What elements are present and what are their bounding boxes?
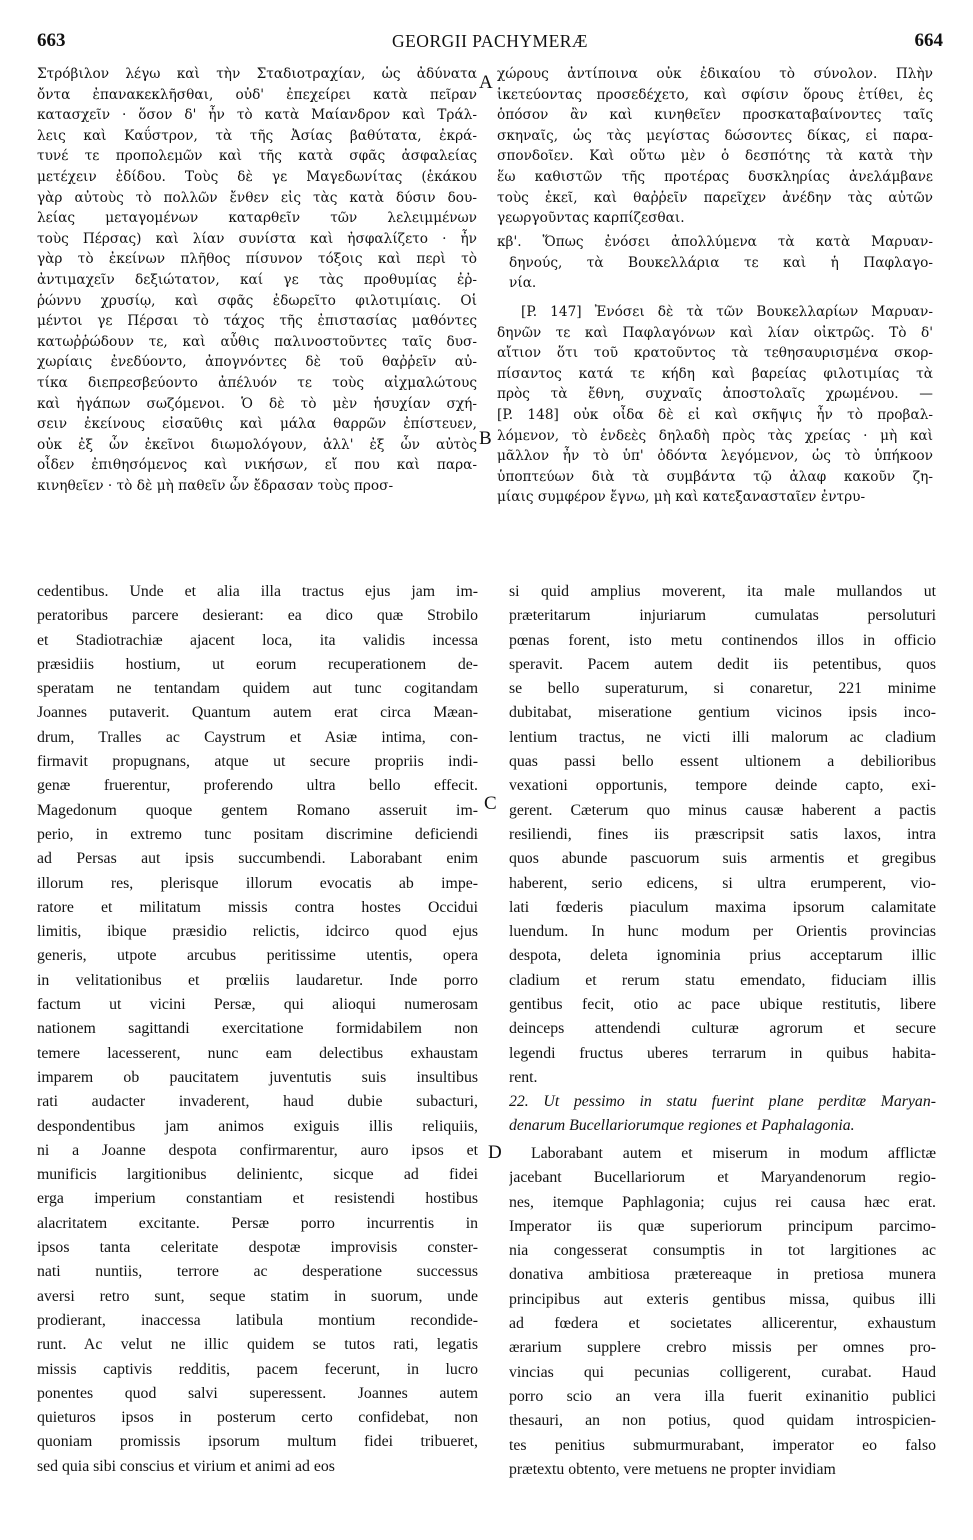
text-line: runt. Ac velut ne illic quidem se tutos rati, legatis <box>37 1336 478 1354</box>
text-line: vexationi opportunis, tempore deinde capto, exi- <box>509 777 936 795</box>
text-line: haberent, serio edicens, si ultra erumperent, vio- <box>509 874 936 892</box>
text-line: rati audacter invaderent, haud dubie subacturi, <box>37 1093 478 1111</box>
text-line: erga imperium constantiam et resistendi hostibus <box>37 1190 478 1208</box>
text-line: nes, itemque Paphlagonia; cujus rei causa hæc erat. <box>509 1193 936 1211</box>
text-line: ipsos tanta celeritate despotæ improvisis conster- <box>37 1239 478 1257</box>
text-line: ni a Joanne despota confirmarentur, auro ipsos et <box>37 1141 478 1159</box>
text-line: δηνούς, τὰ Βουκελλάρια τε καὶ ἡ Παφλαγο- <box>509 254 933 271</box>
text-line: μετέχειν ἐδίδου. Τοὺς δὲ γε Μαγεδωνίτας (ἑκάκου <box>37 168 477 185</box>
text-line: quieturos ipsos in posterum certo confidebat, non <box>37 1409 478 1427</box>
text-line: nia congesserat consumptis in tot largitiones ac <box>509 1242 936 1260</box>
greek-left-column <box>37 64 477 496</box>
text-line: aversi retro sunt, seque statim in suorum, unde <box>37 1287 478 1305</box>
text-line: thesauri, an non potius, quod quidam introspicien- <box>509 1412 936 1430</box>
text-line: Joannes putaverit. Quantum autem erat circa Mæan- <box>37 704 478 722</box>
text-line: quoniam promissis ipsorum multum fidei tribueret, <box>37 1433 478 1451</box>
text-line: prætextu obtento, vere metuens ne propter invidiam <box>509 1460 836 1478</box>
text-line: nationem sagittandi exercitatione formidabilem non <box>37 1020 478 1038</box>
text-line: legendi fructus uberes terrarum in quibus habita- <box>509 1044 936 1062</box>
latin-left-column <box>37 580 478 1479</box>
text-line: temere lacesserent, nunc eam delectibus exhaustam <box>37 1044 478 1062</box>
text-line: Στρόβιλον λέγω καὶ τὴν Σταδιοτραχίαν, ὡς ἀδύνατα <box>37 66 477 82</box>
text-line: lati fœderis piaculum maxima ipsorum calamitate <box>509 898 936 916</box>
text-line: σπονδοῖεν. Καὶ οὕτω μὲν ὁ δεσπότης τὰ κατὰ τὴν <box>497 148 933 165</box>
text-line: præsidiis hostium, ut eorum recuperationem de- <box>37 655 478 673</box>
text-line: [P. 147] Ἐνόσει δὲ τὰ τῶν Βουκελλαρίων Μαρυαν- <box>521 304 933 320</box>
text-line: deinceps attendendi culturæ agrorum et secure <box>509 1020 936 1038</box>
text-line: speratam ne tentandam quidem aut tunc cogitandam <box>37 680 478 698</box>
text-line: cladium et rerum statu emendato, fiduciam illis <box>509 971 936 989</box>
text-line: πίσαντος κατά τε κήδη καὶ βαρείας φιλοτιμίας τὰ <box>497 365 933 382</box>
text-line: denarum Bucellariorumque regiones et Paphalagonia. <box>509 1117 855 1135</box>
greek-chapter-heading <box>497 232 933 294</box>
text-line: cedentibus. Unde et alia illa tractus ejus jam im- <box>37 583 478 600</box>
text-line: limitis, ibique præsidio relictis, idcirco quod ejus <box>37 923 478 941</box>
text-line: αἴτιον ὅτι τοῦ κρατοῦντος τὰ τεθησαυρισμένα σκορ- <box>497 345 933 362</box>
text-line: Imperator iis quæ superiorum principum parcimo- <box>509 1217 936 1235</box>
text-line: νία. <box>509 275 537 292</box>
text-line: ad fœdera et societates allicerentur, exhaustum <box>509 1315 936 1333</box>
text-line: lentium tractus, ne victi illi malorum ac cladium <box>509 728 936 746</box>
text-line: κβ'. Ὅπως ἐνόσει ἀπολλύμενα τὰ κατὰ Μαρυαν- <box>497 234 933 250</box>
text-line: missis captivis redditis, pacem fecerunt, in lucro <box>37 1360 478 1378</box>
margin-marker-c: C <box>484 793 497 814</box>
text-line: οἶδεν ἐπιθησόμενος καὶ νικήσων, εἴ που καὶ παρα- <box>37 457 477 474</box>
running-title: GEORGII PACHYMERÆ <box>391 31 588 51</box>
text-line: κατασχεῖν · ὅσον δ' ἦν τὸ κατὰ Μαίανδρον καὶ Τράλ- <box>37 107 477 124</box>
text-line: λείας μεταγομένων καταρθεῖν τῶν λελειμμένων <box>37 210 477 227</box>
text-line: in velitationibus et prœliis laudaretur. Inde porro <box>37 971 478 989</box>
text-line: σειν ἐκείνους εἰσαῦθις καὶ μάλα θαρρῶν ἐπίστευεν, <box>37 416 477 433</box>
text-line: rent. <box>509 1068 538 1086</box>
latin-right-column-bottom <box>509 1142 936 1482</box>
text-line: ὑποπτεύων διὰ τὰ συμβάντα τῷ ἀλαφ κακοῦν ζη- <box>497 468 933 485</box>
text-line: [P. 148] οὐκ οἶδα δὲ εἰ καὶ σκῆψις ἦν τὸ προβαλ- <box>497 406 933 423</box>
margin-marker-d: D <box>488 1142 502 1163</box>
text-line: firmavit propugnans, atque ut secure propriis indi- <box>37 753 478 771</box>
text-line: τοὺς ἐκεῖ, καὶ θαῤῥεῖν παρεῖχεν ἀνέδην τὰς αὐτῶν <box>497 189 933 206</box>
latin-chapter-heading <box>509 1090 936 1139</box>
text-line: præteritarum injuriarum cumulatas persoluturi <box>509 607 936 625</box>
text-line: luendum. In hunc modum per Orientis provincias <box>509 923 936 941</box>
text-line: χώρους ἀντίποινα οὐκ ἐδικαίου τὸ σύνολον. Πλὴν <box>497 66 933 82</box>
text-line: perio, in extremo tunc positam discrimine deficiendi <box>37 825 478 843</box>
text-line: quos abunde pascuorum suis armentis et gregibus <box>509 850 936 868</box>
text-line: drum, Tralles ac Caystrum et Asiæ intima, con- <box>37 728 478 746</box>
text-line: γὰρ τὸ ἐκείνων πλῆθος πίσυνον τόξοις καὶ περὶ τὸ <box>37 251 477 268</box>
text-line: peratoribus parcere desierant: ea dico quæ Strobilo <box>37 607 478 625</box>
page-number-left: 663 <box>37 30 66 51</box>
text-line: γεωργοῦντας καρπίζεσθαι. <box>497 210 685 227</box>
text-line: porro scio an vera illa fuerit exinanitio publici <box>509 1387 936 1405</box>
text-line: χωρίαις ἐνεδύοντο, ἀπογνόντες δὲ τοῦ θαῤῥεῖν αὐ- <box>37 354 477 371</box>
text-line: τοὺς Πέρσας) καὶ λίαν συνίστα καὶ ἠσφαλίζετο · ἦν <box>37 230 477 247</box>
text-line: quas passi bello essent ultionem a debilioribus <box>509 753 936 771</box>
text-line: ὄντα ἐπανακεκλῆσθαι, οὐδ' ἐπεχείρει κατὰ πεῖραν <box>37 86 477 103</box>
text-line: generis, utpote arcubus peritissime utentis, opera <box>37 947 478 965</box>
text-line: alacritatem excitante. Persæ porro incurrentis in <box>37 1214 478 1232</box>
text-line: ponentes quod salvi superessent. Joannes autem <box>37 1384 478 1402</box>
greek-right-column-top <box>497 64 933 229</box>
text-line: speravit. Pacem autem dedit iis petentibus, quos <box>509 655 936 673</box>
text-line: μέντοι γε Πέρσαι τὸ τάχος τῆς ἐπιστασίας μαθόντες <box>37 313 477 330</box>
text-line: δηνῶν τε καὶ Παφλαγόνων καὶ λίαν οἰκτρῶς. Τὸ δ' <box>497 324 933 341</box>
text-line: genæ fruerentur, proferendo ultra bello effecit. <box>37 777 478 795</box>
margin-marker-a: A <box>479 72 493 93</box>
text-line: resiliendi, fines iis præscripsit satis laxos, intra <box>509 825 936 843</box>
text-line: ὁπόσον ἂν καὶ κινηθεῖεν προσκαταβαίνοντες ταῖς <box>497 107 933 124</box>
text-line: tes penitius submurmurabant, imperator eo falso <box>509 1436 936 1454</box>
text-line: si quid amplius moverent, ita male mullandos ut <box>509 583 936 600</box>
text-line: pœnas forent, isto metu continendos illos in officio <box>509 631 936 649</box>
text-line: κινηθεῖεν · τὸ δὲ μὴ παθεῖν ὧν ἔδρασαν τοὺς προσ- <box>37 477 394 494</box>
latin-right-column-top <box>509 580 936 1090</box>
text-line: jacebant Bucellariorum et Maryandenorum regio- <box>509 1169 936 1187</box>
text-line: vincias qui pecunias colligerent, curabat. Haud <box>509 1363 936 1381</box>
text-line: τίκα διεπρεσβεύοντο ἀπέλυόν τε τοὺς αἰχμαλώτους <box>37 374 477 391</box>
text-line: γὰρ αὐτοὺς τὸ πολλῶν ἔνθεν εἰς τὰς κατὰ δύσιν δου- <box>37 189 477 206</box>
text-line: despota, deleta ignominia prius acceptarum illic <box>509 947 936 965</box>
text-line: gerent. Cæterum quo minus causæ haberent a pactis <box>509 801 936 819</box>
text-line: οὐκ ἐξ ὧν ἐκεῖνοι διωμολόγουν, ἀλλ' ἐξ ὧν αὐτὸς <box>37 436 477 453</box>
text-line: ῥώννυ χρυσίῳ, καὶ σφᾶς ἐδωρεῖτο φιλοτιμίαις. Οἱ <box>37 292 477 309</box>
text-line: ad Persas aut ipsis succumbendi. Laborabant enim <box>37 850 478 868</box>
text-line: πρὸς τὰ ἔθνη, συχναῖς ἀποστολαῖς χρωμένου. — <box>497 386 933 403</box>
text-line: κατωῤῥώδουν τε, καὶ αὖθις παλινοστοῦντες ταῖς δυσ- <box>37 333 477 350</box>
text-line: se bello superaturum, si conaretur, 221 minime <box>509 680 936 698</box>
text-line: λεις καὶ Καΰστρον, τὰ τῆς Ἀσίας βαθύτατα, ἐκρά- <box>37 127 477 144</box>
text-line: Laborabant autem et miserum in modum afflictæ <box>531 1145 936 1162</box>
text-line: illorum res, plerisque illorum evocatis ab impe- <box>37 874 478 892</box>
margin-marker-b: B <box>479 428 492 449</box>
text-line: καὶ ἠγάπων σωζόμενοι. Ὁ δὲ τὸ μὲν ἡσυχίαν σχή- <box>37 395 477 412</box>
text-line: factum ut vicini Persæ, qui alioqui numerosam <box>37 996 478 1014</box>
text-line: nati nuntiis, terrore ac desperatione successus <box>37 1263 478 1281</box>
text-line: imparem ob paucitatem juventutis suis insultibus <box>37 1068 478 1086</box>
text-line: et Stadiotrachiæ ajacent loca, ita validis incessa <box>37 631 478 649</box>
text-line: Magedonum quoque gentem Romano asseruit im- <box>37 801 478 819</box>
text-line: donativa ambitiosa prætereaque in pretiosa munera <box>509 1266 936 1284</box>
running-header <box>37 30 943 58</box>
text-line: despondentibus jam animos exiguis illis reliquiis, <box>37 1117 478 1135</box>
greek-right-column-bottom <box>497 302 933 508</box>
text-line: munificis largitionibus delinientc, sicque ad fidei <box>37 1166 478 1184</box>
text-line: ἕω καθιστῶν τῆς προτέρας δυσκληρίας ἀνελάμβανε <box>497 168 933 185</box>
text-line: gentibus fecit, otio ac pace ubique restitutis, libere <box>509 996 936 1014</box>
text-line: prodierant, inaccessa latibula montium recondide- <box>37 1311 478 1329</box>
text-line: principibus aut exteris gentibus missa, quibus illi <box>509 1290 936 1308</box>
text-line: ἱκετεύοντας προσεδέχετο, καὶ σφίσιν ὅρους ἐτίθει, ἐς <box>497 86 933 103</box>
text-line: ratore et militatum missis contra hostes Occidui <box>37 898 478 916</box>
text-line: μίαις συμφέρον ἔγνω, μὴ καὶ κατεξανασταῖεν ἐντρυ- <box>497 489 866 506</box>
text-line: σκηναῖς, ὡς τὰς μεγίστας δώσοντες δίκας, εἰ παρα- <box>497 127 933 144</box>
page-number-right: 664 <box>914 30 943 51</box>
text-line: τυνέ τε προπολεμῶν καὶ τῆς κατὰ σφᾶς ἀσφαλείας <box>37 148 477 165</box>
text-line: ἀντιμαχεῖν δεξιώτατον, καί γε τὰς προθυμίας ἐῤ- <box>37 271 477 288</box>
text-line: sed quia sibi conscius et virium et animi ad eos <box>37 1457 335 1475</box>
text-line: 22. Ut pessimo in statu fuerint plane perditæ Maryan- <box>509 1093 936 1110</box>
text-line: dubitabat, miseratione gentium vicinos ipsis inco- <box>509 704 936 722</box>
text-line: μᾶλλον ἦν τὸ ὑπ' ὀδόντα λεγόμενον, ὡς τὸ ὑπήκοον <box>497 448 933 465</box>
text-line: ærarium supplere crebro missis per omnes pro- <box>509 1339 936 1357</box>
text-line: λόμενον, τὸ ἐνδεὲς δηλαδὴ πρὸς τὰς χρείας · μὴ καὶ <box>497 427 933 444</box>
